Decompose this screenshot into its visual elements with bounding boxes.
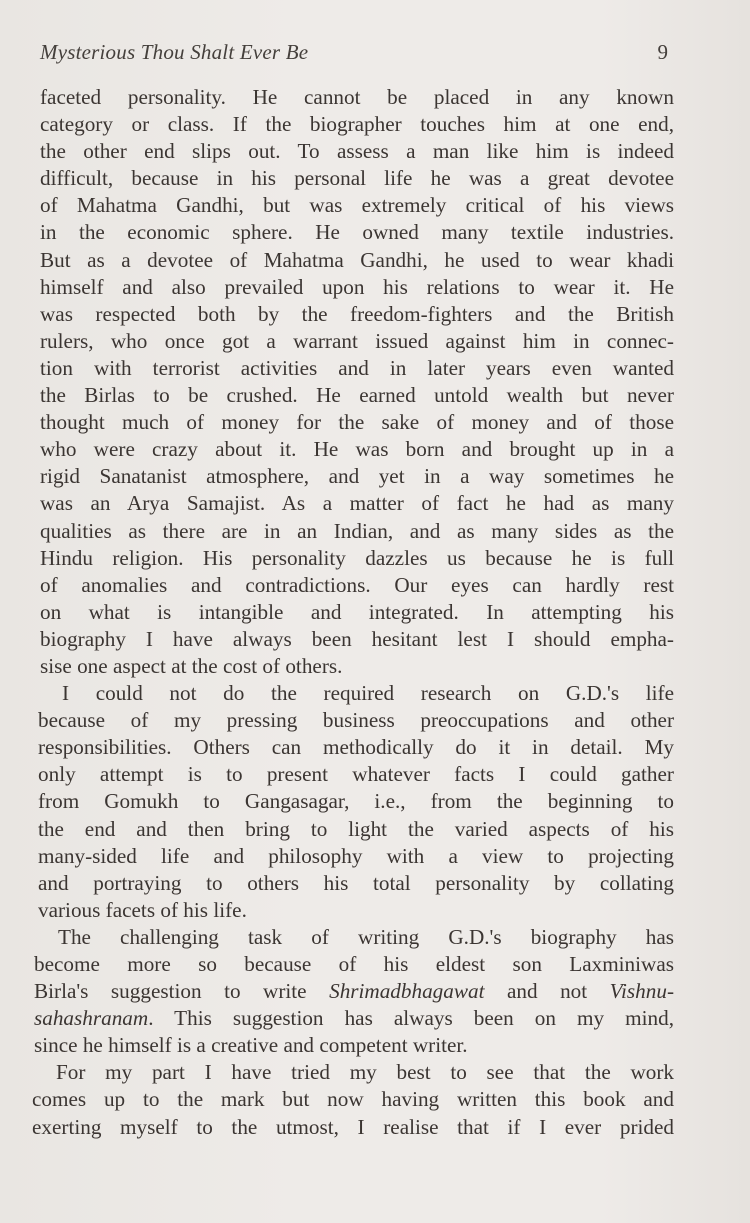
text-line: the other end slips out. To assess a man like him is indeed	[40, 139, 674, 164]
text-line: who were crazy about it. He was born and brought up in a	[40, 437, 674, 462]
text-span: Birla's suggestion to write	[34, 979, 330, 1004]
text-line: For my part I have tried my best to see that the work	[56, 1060, 674, 1085]
text-line: because of my pressing business preoccupations and other	[38, 708, 674, 733]
text-line: exerting myself to the utmost, I realise that if I ever prided	[32, 1114, 674, 1139]
text-line: But as a devotee of Mahatma Gandhi, he used to wear khadi	[40, 247, 674, 272]
text-line: was respected both by the freedom-fighters and the British	[40, 301, 674, 326]
text-line: responsibilities. Others can methodically do it in detail. My	[38, 735, 674, 760]
text-line: the end and then bring to light the varied aspects of his	[38, 816, 674, 841]
text-line: I could not do the required research on G.D.'s life	[62, 681, 674, 706]
text-line: sise one aspect at the cost of others.	[40, 653, 343, 678]
text-line: various facets of his life.	[38, 897, 247, 922]
text-line: on what is intangible and integrated. In attempting his	[40, 599, 674, 624]
text-line: Hindu religion. His personality dazzles us because he is full	[40, 545, 674, 570]
text-line: many-sided life and philosophy with a view to projecting	[38, 843, 674, 868]
text-line: category or class. If the biographer touches him at one end,	[40, 112, 674, 137]
text-line: from Gomukh to Gangasagar, i.e., from the beginning to	[38, 789, 674, 814]
text-line: the Birlas to be crushed. He earned untold wealth but never	[40, 383, 674, 408]
book-title-vishnusahashranam-part1: Vishnu-	[609, 979, 675, 1004]
text-line: and portraying to others his total personality by collating	[38, 870, 674, 895]
book-title-vishnusahashranam-part2: sahashranam	[34, 1006, 149, 1031]
paragraph-1	[40, 84, 674, 680]
text-line	[34, 978, 674, 1005]
text-line: faceted personality. He cannot be placed in any known	[40, 85, 674, 109]
text-line: rulers, who once got a warrant issued against him in connec-	[40, 328, 674, 353]
running-title: Mysterious Thou Shalt Ever Be	[40, 40, 309, 64]
body-text	[32, 84, 675, 1141]
page-number: 9	[657, 40, 668, 64]
text-line: tion with terrorist activities and in later years even wanted	[40, 355, 674, 380]
text-line: thought much of money for the sake of money and of those	[40, 410, 674, 435]
text-line: comes up to the mark but now having written this book and	[32, 1087, 674, 1112]
paragraph-4	[32, 1059, 674, 1140]
text-line: of anomalies and contradictions. Our eyes can hardly rest	[40, 572, 674, 597]
text-line: biography I have always been hesitant lest I should empha-	[40, 626, 674, 651]
text-line: of Mahatma Gandhi, but was extremely critical of his views	[40, 193, 674, 218]
text-line: The challenging task of writing G.D.'s biography has	[58, 924, 674, 949]
text-line: in the economic sphere. He owned many textile industries.	[40, 220, 674, 245]
text-line: rigid Sanatanist atmosphere, and yet in a way sometimes he	[40, 464, 674, 489]
text-line: since he himself is a creative and competent writer.	[34, 1033, 468, 1058]
text-line: become more so because of his eldest son Laxminiwas	[34, 952, 674, 976]
paragraph-3	[34, 924, 674, 1059]
text-span: . This suggestion has always been on my mind,	[148, 1006, 674, 1031]
paragraph-2	[38, 680, 674, 924]
text-line	[34, 1005, 674, 1032]
text-line: difficult, because in his personal life he was a great devotee	[40, 166, 674, 191]
text-line: qualities as there are in an Indian, and as many sides as the	[40, 518, 674, 543]
text-line: only attempt is to present whatever facts I could gather	[38, 762, 674, 787]
running-head	[40, 40, 670, 65]
text-line: himself and also prevailed upon his relations to wear it. He	[40, 274, 674, 299]
text-span: and not	[484, 979, 610, 1004]
book-title-shrimadbhagawat: Shrimadbhagawat	[329, 979, 485, 1004]
text-line: was an Arya Samajist. As a matter of fact he had as many	[40, 491, 674, 516]
